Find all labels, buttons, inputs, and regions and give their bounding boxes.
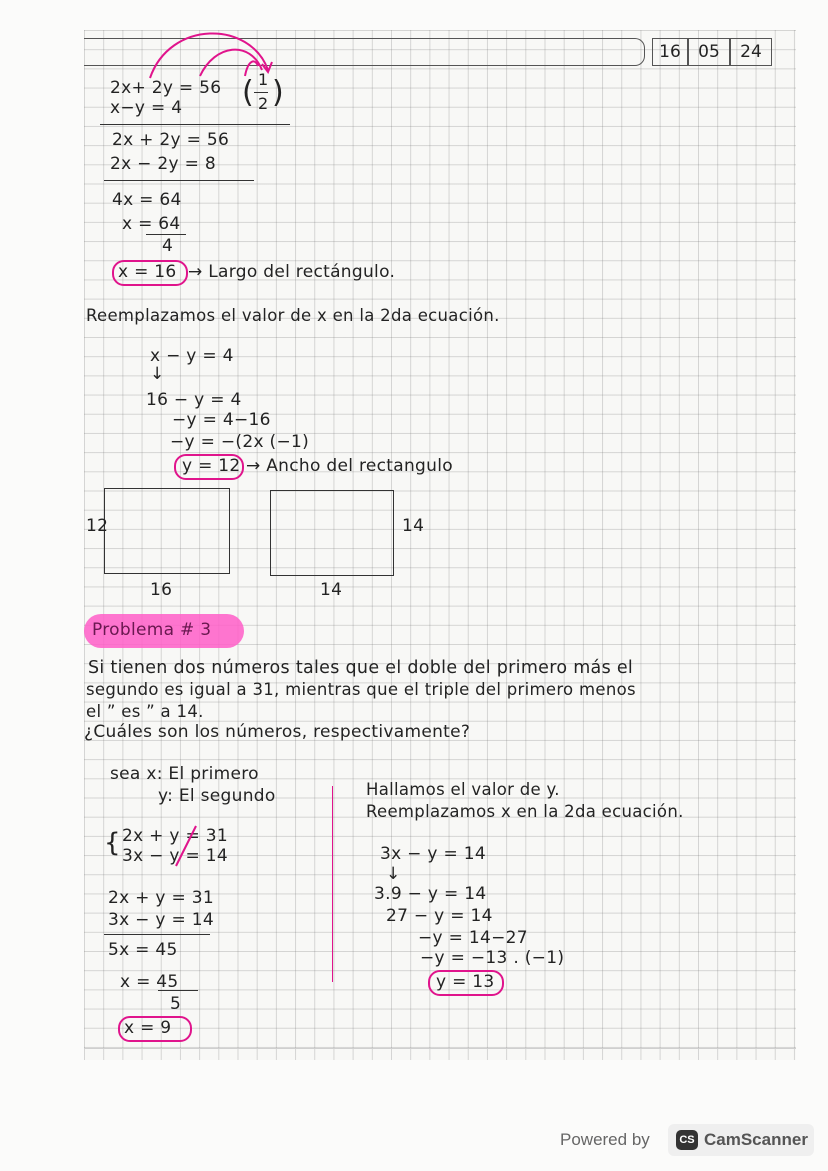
camscanner-brand: CamScanner: [704, 1130, 808, 1149]
result-y-note: → Ancho del rectangulo: [246, 456, 453, 476]
rectangle-1-bottom-label: 16: [150, 580, 173, 600]
result-x-note: → Largo del rectángulo.: [188, 262, 396, 282]
elimination-line-1: 2x + y = 31: [108, 888, 214, 908]
rectangle-2-bottom-label: 14: [320, 580, 343, 600]
paren-right: ): [272, 75, 285, 110]
system-line-2: x−y = 4: [110, 98, 183, 118]
statement-line-3: el ” es ” a 14.: [86, 702, 204, 721]
equation-line-2: 2x − 2y = 8: [110, 154, 216, 174]
paren-left: (: [242, 75, 255, 110]
division-numerator: x = 64: [122, 214, 181, 234]
substitution-line-3: −y = 4−16: [172, 410, 271, 430]
system-line-3a: 2x + y = 31: [122, 826, 228, 846]
date-month: 05: [688, 38, 730, 66]
definition-line-2: y: El segundo: [158, 786, 276, 806]
result-y: y = 12: [182, 456, 241, 476]
right-substitution-1: 3.9 − y = 14: [374, 884, 487, 904]
problem-3-title: Problema # 3: [92, 620, 212, 640]
elimination-division-denominator: 5: [170, 994, 182, 1014]
question: ¿Cuáles son los números, respectivamente?: [84, 722, 471, 742]
column-divider: [332, 786, 333, 982]
elimination-line-2: 3x − y = 14: [108, 910, 214, 930]
down-arrow: ↓: [150, 364, 165, 384]
right-substitution-3: −y = 14−27: [418, 928, 528, 948]
elimination-rule: [104, 934, 210, 935]
rectangle-2-side-label: 14: [402, 516, 425, 536]
division-denominator: 4: [162, 236, 174, 256]
statement-line-1: Si tienen dos números tales que el doble del primero más el: [88, 658, 634, 678]
multiplier-denominator: 2: [258, 94, 269, 113]
elimination-division-bar: [158, 990, 198, 991]
date-day: 16: [652, 38, 688, 66]
right-line-2: Reemplazamos x en la 2da ecuación.: [366, 802, 684, 821]
date-year: 24: [730, 38, 772, 66]
powered-by-label: Powered by: [560, 1130, 650, 1149]
elimination-sum: 5x = 45: [108, 940, 178, 960]
substitution-line-2: 16 − y = 4: [146, 390, 242, 410]
camscanner-logo-icon: CS: [676, 1130, 698, 1150]
result-x9: x = 9: [124, 1018, 172, 1038]
sum-line: 4x = 64: [112, 190, 182, 210]
definition-line-1: sea x: El primero: [110, 764, 259, 784]
right-line-1: Hallamos el valor de y.: [366, 780, 560, 799]
multiplier-numerator: 1: [258, 70, 269, 89]
rectangle-1-side-label: 12: [86, 516, 109, 536]
right-equation: 3x − y = 14: [380, 844, 486, 864]
substitution-line-1: x − y = 4: [150, 346, 234, 366]
result-x: x = 16: [118, 262, 177, 282]
right-down-arrow: ↓: [386, 864, 401, 884]
statement-line-2: segundo es igual a 31, mientras que el triple del primero menos: [86, 680, 636, 699]
result-y13: y = 13: [436, 972, 495, 992]
right-substitution-4: −y = −13 . (−1): [420, 948, 565, 968]
right-substitution-2: 27 − y = 14: [386, 906, 493, 926]
system-brace: {: [104, 828, 121, 858]
equation-line-1: 2x + 2y = 56: [112, 130, 230, 150]
elimination-division-numerator: x = 45: [120, 972, 179, 992]
substitution-line-4: −y = −(2x (−1): [170, 432, 310, 452]
replace-note: Reemplazamos el valor de x en la 2da ecuación.: [86, 306, 500, 325]
system-line-1: 2x+ 2y = 56: [110, 78, 222, 98]
system-line-3b: 3x − y = 14: [122, 846, 228, 866]
